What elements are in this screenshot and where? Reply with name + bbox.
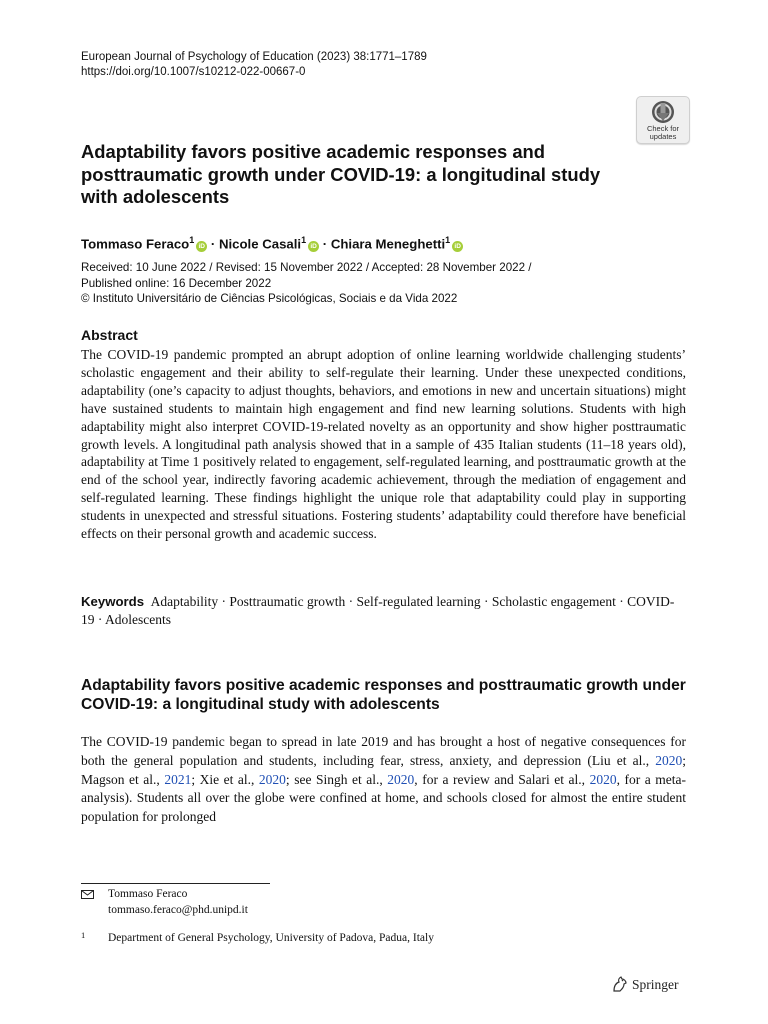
orcid-icon[interactable]: iD <box>452 241 463 252</box>
author-name[interactable]: Chiara Meneghetti <box>330 236 446 252</box>
author-name[interactable]: Nicole Casali <box>218 236 302 252</box>
citation-link[interactable]: 2020 <box>589 771 617 787</box>
author-name[interactable]: Tommaso Feraco <box>81 236 190 252</box>
intro-text: The COVID-19 pandemic began to spread in late 2019 and has brought a host of negative consequences for both the general population and students, including fear, stress, anxiety, and depression (Liu et al., <box>81 734 686 768</box>
corresponding-author-name: Tommaso Feraco <box>108 888 188 900</box>
intro-paragraph <box>81 733 686 827</box>
journal-header <box>81 50 601 80</box>
doi-link[interactable]: https://doi.org/10.1007/s10212-022-00667-0 <box>81 66 306 78</box>
section-title: Adaptability favors positive academic responses and posttraumatic growth under COVID-19: a longitudinal study with adolescents <box>81 677 686 713</box>
keywords-label: Keywords <box>81 594 145 609</box>
publisher-name: Springer <box>632 977 679 992</box>
author-separator: · <box>322 236 328 252</box>
citation-link[interactable]: 2021 <box>164 771 192 787</box>
author-separator: · <box>210 236 216 252</box>
springer-horse-icon <box>611 975 628 993</box>
keywords <box>81 593 686 629</box>
intro-text: , for a meta-analysis). Students all over the globe were confined at home, and schools closed for almost the entire student population for prolonged <box>81 771 686 825</box>
dates-line: Published online: 16 December 2022 <box>81 276 272 290</box>
citation-link[interactable]: 2020 <box>387 771 415 787</box>
author-affiliation-mark: 1 <box>445 235 451 245</box>
author-affiliation-mark: 1 <box>301 235 307 245</box>
footnote-divider <box>81 883 270 884</box>
affiliation-footnote <box>81 931 641 947</box>
citation-link[interactable]: 2020 <box>258 771 286 787</box>
corresponding-author <box>81 887 481 918</box>
intro-text: ; see Singh et al., <box>285 771 388 787</box>
abstract-heading: Abstract <box>81 327 138 343</box>
publisher-logo <box>611 975 679 995</box>
keywords-text: Adaptability · Posttraumatic growth · Self-regulated learning · Scholastic engagement · COVID-19 · Adolescents <box>81 594 675 628</box>
intro-text: ; Xie et al., <box>191 771 259 787</box>
copyright-line: © Instituto Universitário de Ciências Psicológicas, Sociais e da Vida 2022 <box>81 292 458 305</box>
intro-text: ; Magson et al., <box>81 752 686 787</box>
affiliation-number: 1 <box>81 930 86 940</box>
crossmark-badge[interactable] <box>636 96 690 144</box>
author-affiliation-mark: 1 <box>189 235 195 245</box>
dates-line: Received: 10 June 2022 / Revised: 15 November 2022 / Accepted: 28 November 2022 / <box>81 261 532 274</box>
abstract-text: The COVID-19 pandemic prompted an abrupt adoption of online learning worldwide challenging students’ scholastic engagement and their ability to self-regulate their learning. Under these unexpected conditions, adaptability (one’s capacity to adjust thoughts, behaviors, and emotions in new and uncertain situations) might have sustained students to maintain high engagement and find new learning solutions. Students with high adaptability might also interpret COVID-19-related novelty as an opportunity and show higher posttraumatic growth levels. A longitudinal path analysis showed that in a sample of 435 Italian students (11–18 years old), adaptability at Time 1 positively related to engagement, self-regulated learning, and posttraumatic growth at the end of the school year, indirectly favoring academic achievement, through the mediation of engagement and self-regulated learning. These findings highlight the unique role that adaptability could play in supporting students in unexpected and stressful situations. Fostering students’ adaptability could therefore have beneficial effects on their personal growth and academic success. <box>81 347 686 542</box>
journal-citation: European Journal of Psychology of Education (2023) 38:1771–1789 <box>81 51 427 63</box>
corresponding-author-email[interactable]: tommaso.feraco@phd.unipd.it <box>108 903 248 916</box>
crossmark-icon <box>651 100 675 124</box>
intro-text: , for a review and Salari et al., <box>414 771 590 787</box>
envelope-icon <box>81 890 94 899</box>
affiliation-text: Department of General Psychology, University of Padova, Padua, Italy <box>108 932 434 944</box>
citation-link[interactable]: 2020 <box>655 752 683 768</box>
publication-history <box>81 260 701 307</box>
orcid-icon[interactable]: iD <box>196 241 207 252</box>
article-title: Adaptability favors positive academic responses and posttraumatic growth under COVID-19: a longitudinal study with adolescents <box>81 141 601 207</box>
orcid-icon[interactable]: iD <box>308 241 319 252</box>
crossmark-label: Check for updates <box>646 124 680 141</box>
author-list <box>81 231 681 253</box>
